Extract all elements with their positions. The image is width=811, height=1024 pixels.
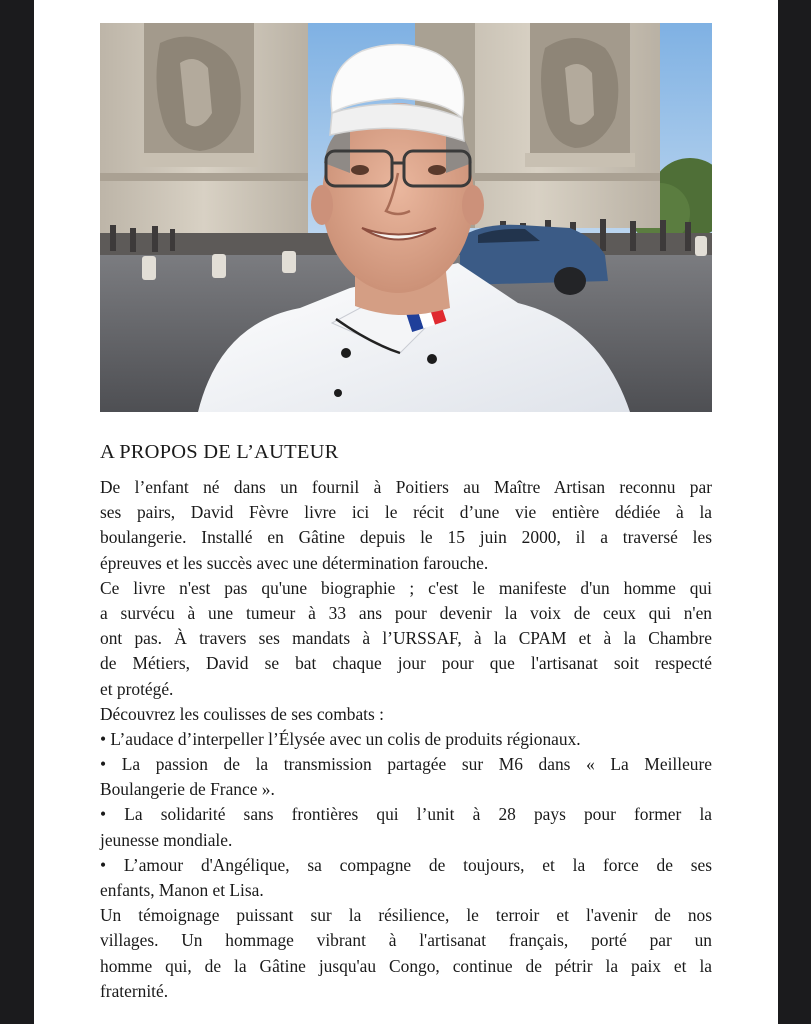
bio-paragraph-1 bbox=[100, 475, 712, 576]
text-line: Découvrez les coulisses de ses combats : bbox=[100, 703, 384, 724]
text-line: ses pairs, David Fèvre livre ici le récit d’une vie entière dédiée à la bbox=[100, 502, 712, 523]
text-line: Ce livre n'est pas qu'une biographie ; c'est le manifeste d'un homme qui bbox=[100, 577, 712, 598]
list-item: • L’amour d'Angélique, sa compagne de toujours, et la force de ses bbox=[100, 854, 712, 875]
text-line: De l’enfant né dans un fournil à Poitiers au Maître Artisan reconnu par bbox=[100, 477, 712, 497]
bio-paragraph-2 bbox=[100, 576, 712, 702]
section-heading: A PROPOS DE L’AUTEUR bbox=[100, 441, 339, 463]
text-line: boulangerie. Installé en Gâtine depuis le 15 juin 2000, il a traversé les bbox=[100, 527, 712, 548]
text-line: ont pas. À travers ses mandats à l’URSSAF, à la CPAM et à la Chambre bbox=[100, 628, 712, 649]
list-item-continuation: enfants, Manon et Lisa. bbox=[100, 880, 264, 900]
bullet-list bbox=[100, 727, 712, 903]
list-item: • La passion de la transmission partagée sur M6 dans « La Meilleure bbox=[100, 754, 712, 775]
text-line: Un témoignage puissant sur la résilience, le terroir et l'avenir de nos bbox=[100, 905, 712, 926]
document-page bbox=[34, 0, 778, 1024]
text-line: villages. Un hommage vibrant à l'artisanat français, porté par un bbox=[100, 930, 712, 951]
text-line: épreuves et les succès avec une détermination farouche. bbox=[100, 552, 489, 573]
author-photo bbox=[100, 23, 712, 412]
author-bio bbox=[100, 475, 712, 1004]
list-item: • La solidarité sans frontières qui l’unit à 28 pays pour former la bbox=[100, 804, 712, 825]
bio-paragraph-4 bbox=[100, 903, 712, 1004]
list-item: • L’audace d’interpeller l’Élysée avec un colis de produits régionaux. bbox=[100, 728, 581, 749]
list-item-continuation: Boulangerie de France ». bbox=[100, 779, 275, 800]
text-line: et protégé. bbox=[100, 678, 174, 699]
text-line: homme qui, de la Gâtine jusqu'au Congo, continue de pétrir la paix et la bbox=[100, 955, 712, 976]
text-line: fraternité. bbox=[100, 980, 169, 1001]
list-item-continuation: jeunesse mondiale. bbox=[100, 829, 233, 850]
text-line: de Métiers, David se bat chaque jour pour que l'artisanat soit respecté bbox=[100, 653, 712, 674]
text-line: a survécu à une tumeur à 33 ans pour devenir la voix de ceux qui n'en bbox=[100, 602, 712, 623]
bio-paragraph-3 bbox=[100, 702, 712, 727]
